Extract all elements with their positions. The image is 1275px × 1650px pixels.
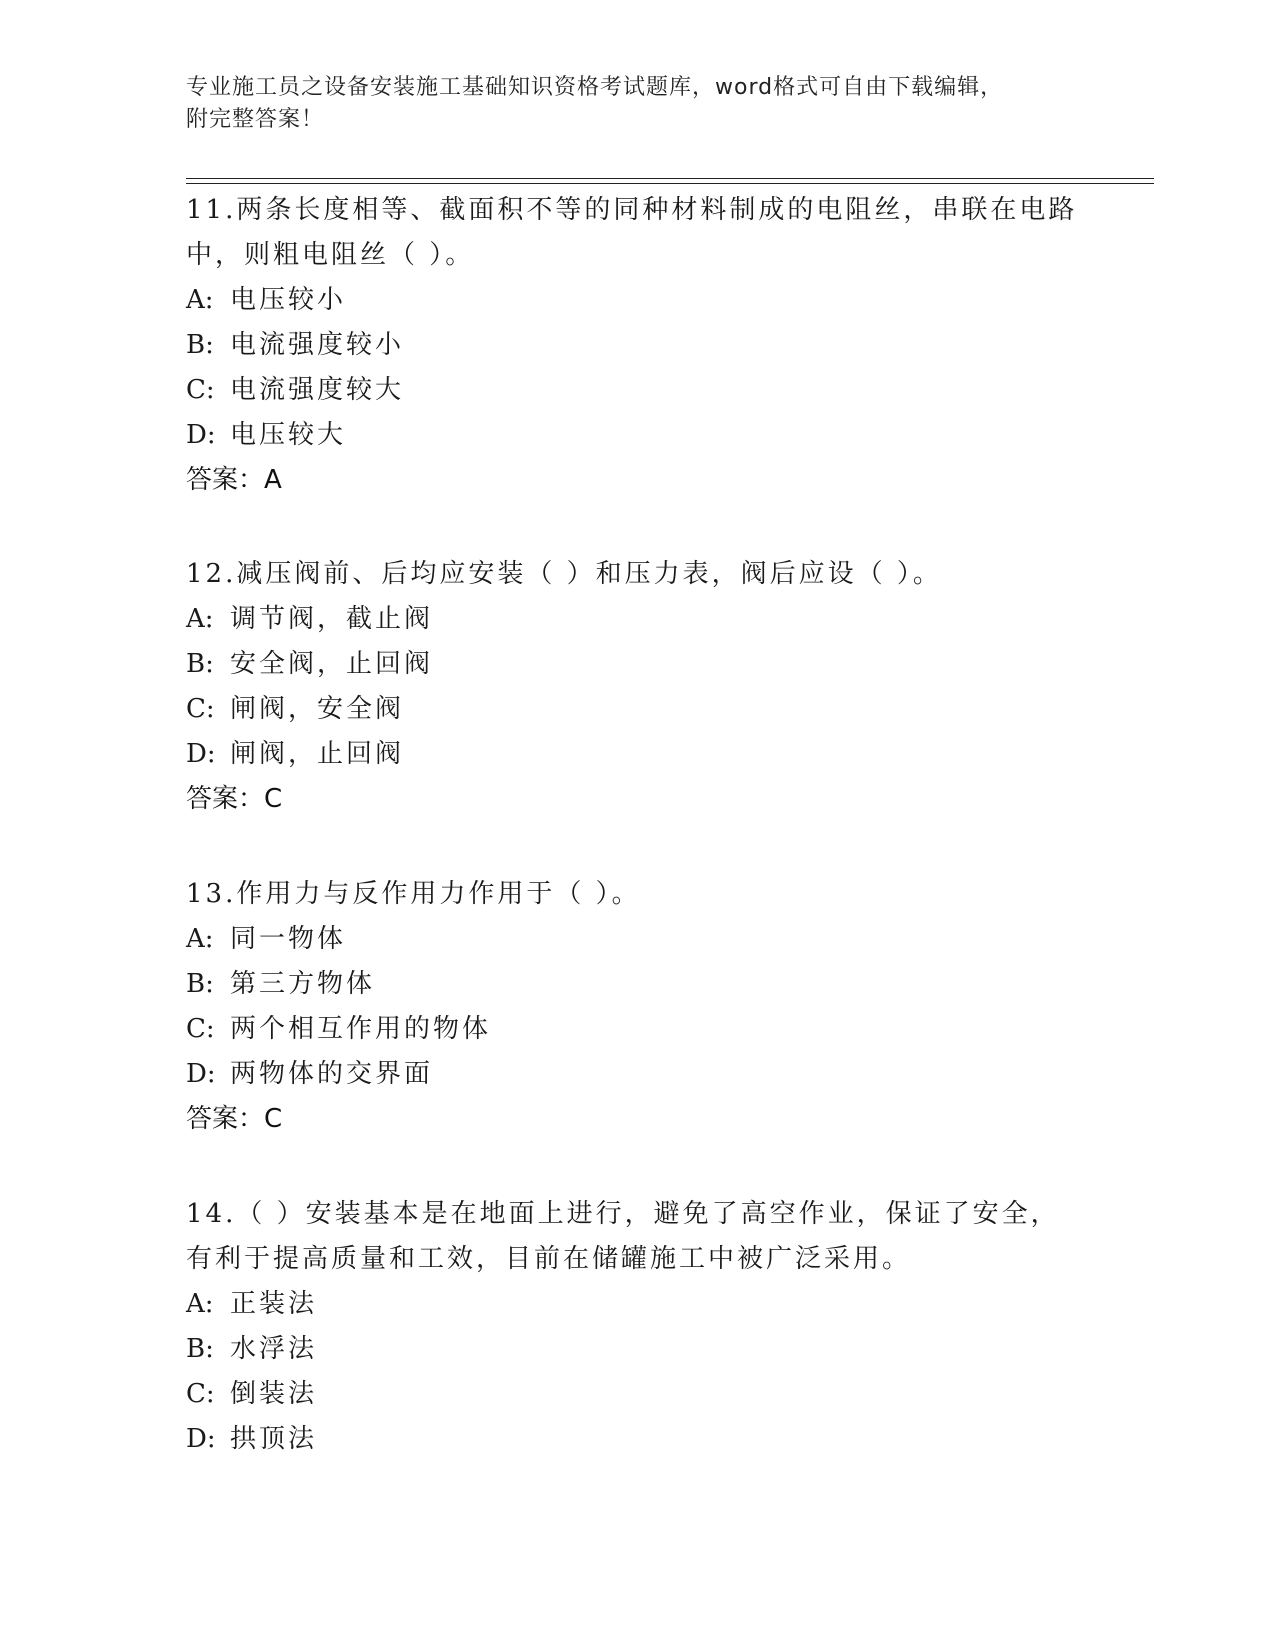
option-text: 第三方物体 (230, 969, 376, 999)
option-text: 电流强度较小 (230, 330, 405, 360)
option-c (186, 368, 1086, 413)
header-line-2: 附完整答案！ (186, 107, 325, 132)
option-text: 两物体的交界面 (230, 1059, 434, 1089)
answer-line: 答案：C (186, 1104, 283, 1134)
option-key: A: (186, 604, 214, 634)
option-a (186, 1282, 1086, 1327)
question-stem-line: 12.减压阀前、后均应安装（ ）和压力表，阀后应设（ ）。 (186, 559, 942, 589)
option-text: 拱顶法 (230, 1424, 318, 1454)
option-text: 倒装法 (230, 1379, 318, 1409)
option-b (186, 962, 1086, 1007)
option-key: A: (186, 1289, 214, 1319)
question-13 (186, 872, 1086, 1142)
question-stem-line: 11.两条长度相等、截面积不等的同种材料制成的电阻丝，串联在电路 (186, 195, 1078, 225)
option-d (186, 413, 1086, 458)
option-key: B: (186, 649, 214, 679)
option-b (186, 323, 1086, 368)
option-key: B: (186, 1334, 214, 1364)
answer-line: 答案：C (186, 784, 283, 814)
header-divider-bottom (186, 183, 1154, 184)
option-key: C: (186, 694, 215, 724)
option-a (186, 278, 1086, 323)
option-text: 水浮法 (230, 1334, 318, 1364)
question-stem-line: 14.（ ）安装基本是在地面上进行，避免了高空作业，保证了安全， (186, 1199, 1060, 1229)
option-key: D: (186, 739, 216, 769)
option-text: 电压较大 (230, 420, 347, 450)
option-a (186, 597, 1086, 642)
header-divider-top (186, 178, 1154, 179)
question-12 (186, 552, 1086, 822)
question-stem-line: 中，则粗电阻丝（ ）。 (186, 240, 475, 270)
option-text: 闸阀，止回阀 (230, 739, 405, 769)
option-key: A: (186, 924, 214, 954)
option-text: 电压较小 (230, 285, 347, 315)
option-c (186, 687, 1086, 732)
option-text: 正装法 (230, 1289, 318, 1319)
option-d (186, 732, 1086, 777)
option-text: 调节阀，截止阀 (230, 604, 434, 634)
option-c (186, 1007, 1086, 1052)
question-stem-line: 有利于提高质量和工效，目前在储罐施工中被广泛采用。 (186, 1244, 912, 1274)
option-key: D: (186, 1059, 216, 1089)
option-key: A: (186, 285, 214, 315)
option-key: C: (186, 1379, 215, 1409)
option-text: 闸阀，安全阀 (230, 694, 405, 724)
option-text: 同一物体 (230, 924, 347, 954)
option-b (186, 642, 1086, 687)
answer-line: 答案：A (186, 465, 282, 495)
option-text: 电流强度较大 (230, 375, 405, 405)
option-key: D: (186, 420, 216, 450)
question-stem-line: 13.作用力与反作用力作用于（ ）。 (186, 879, 641, 909)
option-text: 安全阀，止回阀 (230, 649, 434, 679)
question-11 (186, 188, 1086, 503)
option-key: B: (186, 969, 214, 999)
option-c (186, 1372, 1086, 1417)
option-key: B: (186, 330, 214, 360)
question-14 (186, 1192, 1086, 1462)
header-line-1: 专业施工员之设备安装施工基础知识资格考试题库，word格式可自由下载编辑， (186, 75, 1004, 100)
option-key: C: (186, 1014, 215, 1044)
option-key: D: (186, 1424, 216, 1454)
option-d (186, 1417, 1086, 1462)
option-key: C: (186, 375, 215, 405)
option-d (186, 1052, 1086, 1097)
document-header (186, 72, 1086, 136)
option-b (186, 1327, 1086, 1372)
option-text: 两个相互作用的物体 (230, 1014, 492, 1044)
option-a (186, 917, 1086, 962)
